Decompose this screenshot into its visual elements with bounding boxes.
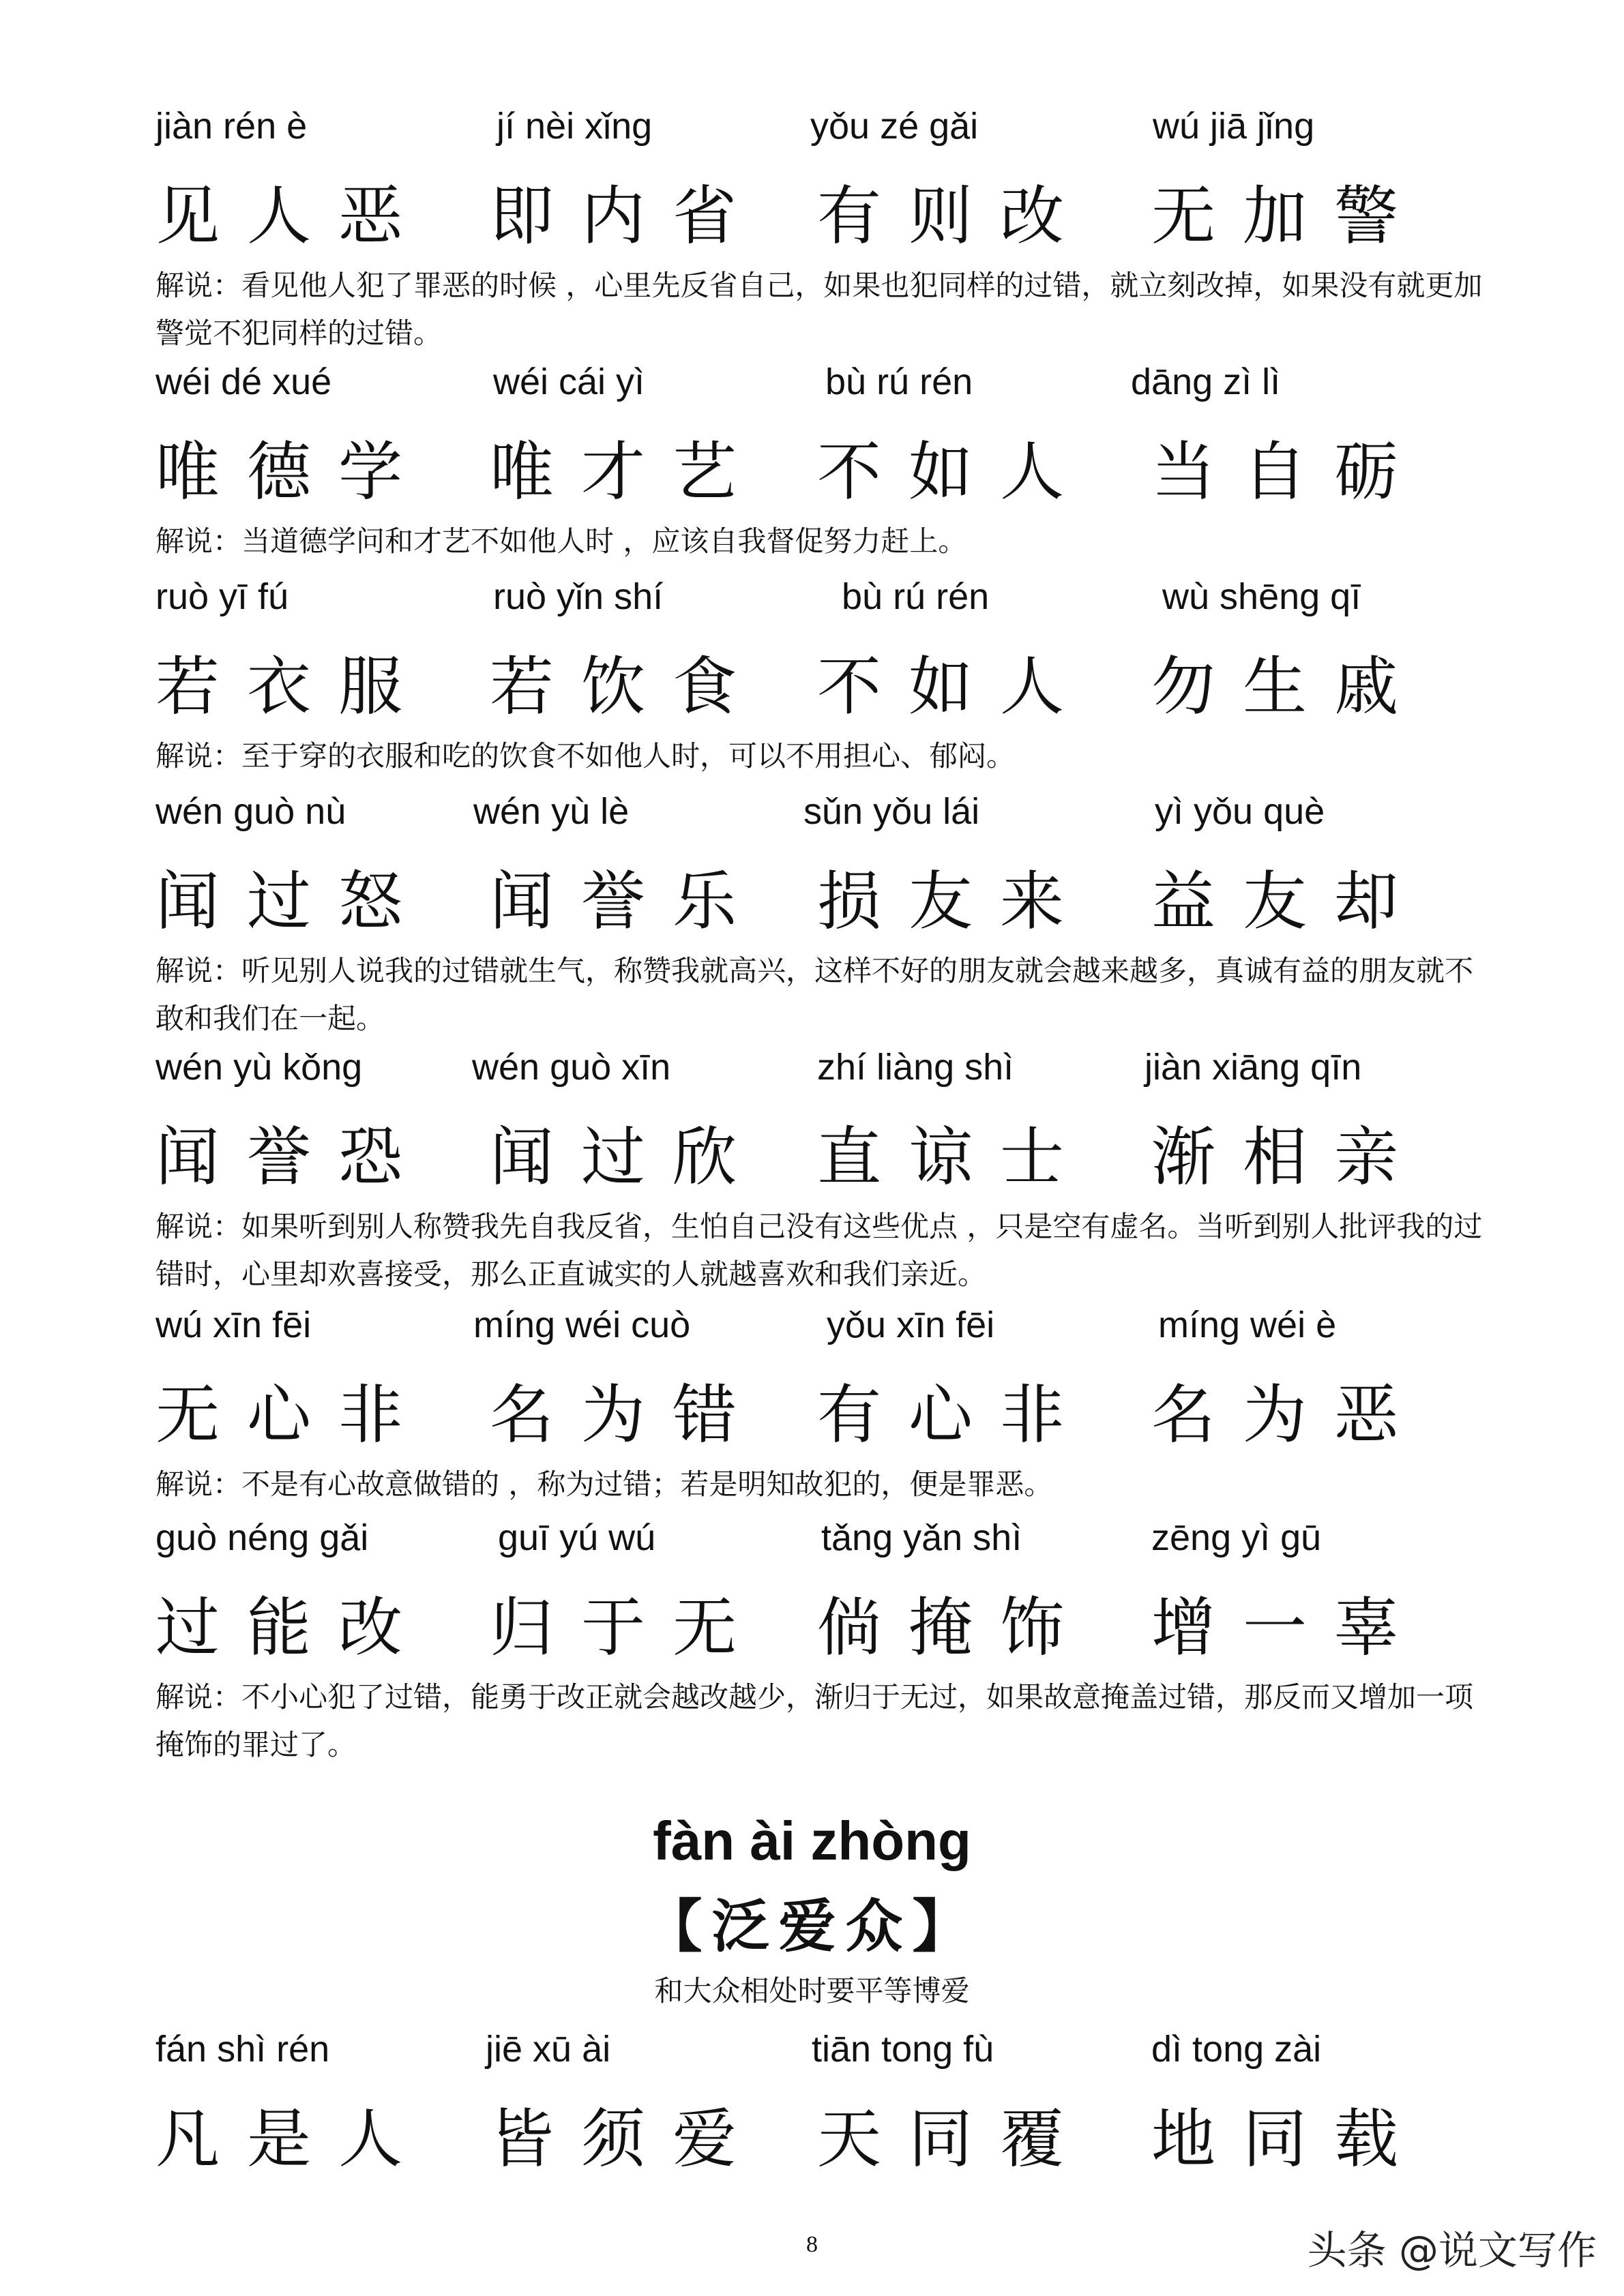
pinyin-row <box>156 358 1492 406</box>
hanzi-phrase: 名为恶 <box>1151 1378 1426 1452</box>
hanzi-phrase: 闻过欣 <box>490 1120 765 1195</box>
pinyin-phrase: wéi cái yì <box>493 361 645 402</box>
hanzi-row <box>156 176 1492 258</box>
verse-block <box>156 1514 1492 1769</box>
pinyin-phrase: jiàn xiāng qīn <box>1145 1047 1362 1088</box>
hanzi-phrase: 有心非 <box>817 1378 1092 1452</box>
pinyin-phrase: wén guò nù <box>156 791 346 832</box>
pinyin-phrase: jí nèi xǐng <box>497 106 653 147</box>
watermark-text: 头条 @说文写作 <box>1307 2227 1597 2273</box>
hanzi-phrase: 直谅士 <box>817 1120 1092 1195</box>
verse-block <box>156 1301 1492 1508</box>
hanzi-phrase: 当自砺 <box>1151 435 1426 509</box>
pinyin-phrase: wéi dé xué <box>156 361 332 402</box>
pinyin-phrase: dāng zì lì <box>1131 361 1281 402</box>
section-title: 【泛爱众】 <box>645 1892 979 1960</box>
pinyin-row <box>156 1301 1492 1349</box>
hanzi-phrase: 闻过怒 <box>156 865 430 939</box>
hanzi-phrase: 有则改 <box>817 179 1092 254</box>
hanzi-phrase: 见人恶 <box>156 179 430 254</box>
pinyin-phrase: guī yú wú <box>498 1517 656 1558</box>
hanzi-phrase: 损友来 <box>817 865 1092 939</box>
hanzi-phrase: 无心非 <box>156 1378 430 1452</box>
pinyin-phrase: fán shì rén <box>156 2029 330 2070</box>
hanzi-phrase: 凡是人 <box>156 2102 430 2177</box>
pinyin-row <box>156 2025 1492 2073</box>
verse-block <box>156 358 1492 565</box>
hanzi-phrase: 闻誉乐 <box>490 865 765 939</box>
pinyin-row <box>156 788 1492 835</box>
hanzi-row <box>156 432 1492 513</box>
pinyin-phrase: jiàn rén è <box>156 106 308 147</box>
pinyin-phrase: wén yù kǒng <box>156 1047 363 1088</box>
explanation-text: 解说：不小心犯了过错，能勇于改正就会越改越少，渐归于无过，如果故意掩盖过错，那反而又增加一项掩饰的罪过了。 <box>156 1680 1474 1761</box>
hanzi-row <box>156 861 1492 943</box>
page-number: 8 <box>806 2232 818 2257</box>
hanzi-phrase: 天同覆 <box>817 2102 1092 2177</box>
hanzi-phrase: 不如人 <box>817 650 1092 724</box>
hanzi-phrase: 过能改 <box>156 1591 430 1665</box>
hanzi-row <box>156 2099 1492 2181</box>
pinyin-phrase: sǔn yǒu lái <box>803 791 980 832</box>
hanzi-phrase: 唯才艺 <box>490 435 765 509</box>
hanzi-phrase: 即内省 <box>490 179 765 254</box>
pinyin-row <box>156 1043 1492 1091</box>
explanation-text: 解说：听见别人说我的过错就生气，称赞我就高兴，这样不好的朋友就会越来越多，真诚有益的朋友就不敢和我们在一起。 <box>156 954 1474 1035</box>
pinyin-phrase: ruò yī fú <box>156 576 289 617</box>
pinyin-phrase: yì yǒu què <box>1155 791 1325 832</box>
explanation-text: 解说：如果听到别人称赞我先自我反省，生怕自己没有这些优点 ，只是空有虚名。当听到别人批评我的过错时，心里却欢喜接受，那么正直诚实的人就越喜欢和我们亲近。 <box>156 1210 1483 1291</box>
section-pinyin: fàn ài zhòng <box>653 1810 971 1871</box>
verse-block <box>156 788 1492 1043</box>
pinyin-phrase: guò néng gǎi <box>156 1517 369 1558</box>
pinyin-phrase: jiē xū ài <box>486 2029 611 2070</box>
pinyin-phrase: tiān tong fù <box>812 2029 994 2070</box>
pinyin-phrase: wù shēng qī <box>1162 576 1361 617</box>
verse-block <box>156 1043 1492 1298</box>
pinyin-phrase: wén yù lè <box>473 791 630 832</box>
hanzi-phrase: 归于无 <box>490 1591 765 1665</box>
pinyin-row <box>156 573 1492 621</box>
pinyin-phrase: bù rú rén <box>842 576 990 617</box>
hanzi-row <box>156 1375 1492 1457</box>
hanzi-row <box>156 646 1492 728</box>
hanzi-phrase: 名为错 <box>490 1378 765 1452</box>
explanation-text: 解说：不是有心故意做错的 ，称为过错；若是明知故犯的，便是罪恶。 <box>156 1467 1053 1501</box>
pinyin-row <box>156 102 1492 150</box>
hanzi-phrase: 增一辜 <box>1151 1591 1426 1665</box>
hanzi-row <box>156 1587 1492 1669</box>
pinyin-phrase: míng wéi cuò <box>473 1304 691 1345</box>
verse-block <box>156 2025 1492 2181</box>
hanzi-phrase: 不如人 <box>817 435 1092 509</box>
pinyin-phrase: tǎng yǎn shì <box>821 1517 1022 1558</box>
explanation-text: 解说：至于穿的衣服和吃的饮食不如他人时，可以不用担心、郁闷。 <box>156 739 1016 773</box>
verse-block <box>156 573 1492 780</box>
pinyin-phrase: míng wéi è <box>1158 1304 1337 1345</box>
hanzi-row <box>156 1117 1492 1199</box>
hanzi-phrase: 渐相亲 <box>1151 1120 1426 1195</box>
explanation-text: 解说：看见他人犯了罪恶的时候 ，心里先反省自己，如果也犯同样的过错，就立刻改掉，如果没有就更加警觉不犯同样的过错。 <box>156 269 1483 350</box>
pinyin-phrase: zhí liàng shì <box>817 1047 1014 1088</box>
verse-block <box>156 102 1492 357</box>
section-subtitle: 和大众相处时要平等博爱 <box>654 1974 970 2008</box>
pinyin-phrase: bù rú rén <box>825 361 973 402</box>
pinyin-phrase: dì tong zài <box>1151 2029 1322 2070</box>
hanzi-phrase: 闻誉恐 <box>156 1120 430 1195</box>
hanzi-phrase: 益友却 <box>1151 865 1426 939</box>
hanzi-phrase: 唯德学 <box>156 435 430 509</box>
pinyin-phrase: yǒu xīn fēi <box>827 1304 995 1345</box>
pinyin-phrase: wú xīn fēi <box>156 1304 312 1345</box>
hanzi-phrase: 倘掩饰 <box>817 1591 1092 1665</box>
hanzi-phrase: 勿生戚 <box>1151 650 1426 724</box>
explanation-text: 解说：当道德学问和才艺不如他人时 ，应该自我督促努力赶上。 <box>156 524 967 558</box>
hanzi-phrase: 若衣服 <box>156 650 430 724</box>
pinyin-phrase: yǒu zé gǎi <box>810 106 979 147</box>
hanzi-phrase: 若饮食 <box>490 650 765 724</box>
pinyin-phrase: ruò yǐn shí <box>493 576 664 617</box>
pinyin-row <box>156 1514 1492 1562</box>
hanzi-phrase: 无加警 <box>1151 179 1426 254</box>
pinyin-phrase: wú jiā jǐng <box>1153 106 1315 147</box>
hanzi-phrase: 皆须爱 <box>490 2102 765 2177</box>
pinyin-phrase: wén guò xīn <box>472 1047 671 1088</box>
pinyin-phrase: zēng yì gū <box>1151 1517 1322 1558</box>
hanzi-phrase: 地同载 <box>1151 2102 1426 2177</box>
